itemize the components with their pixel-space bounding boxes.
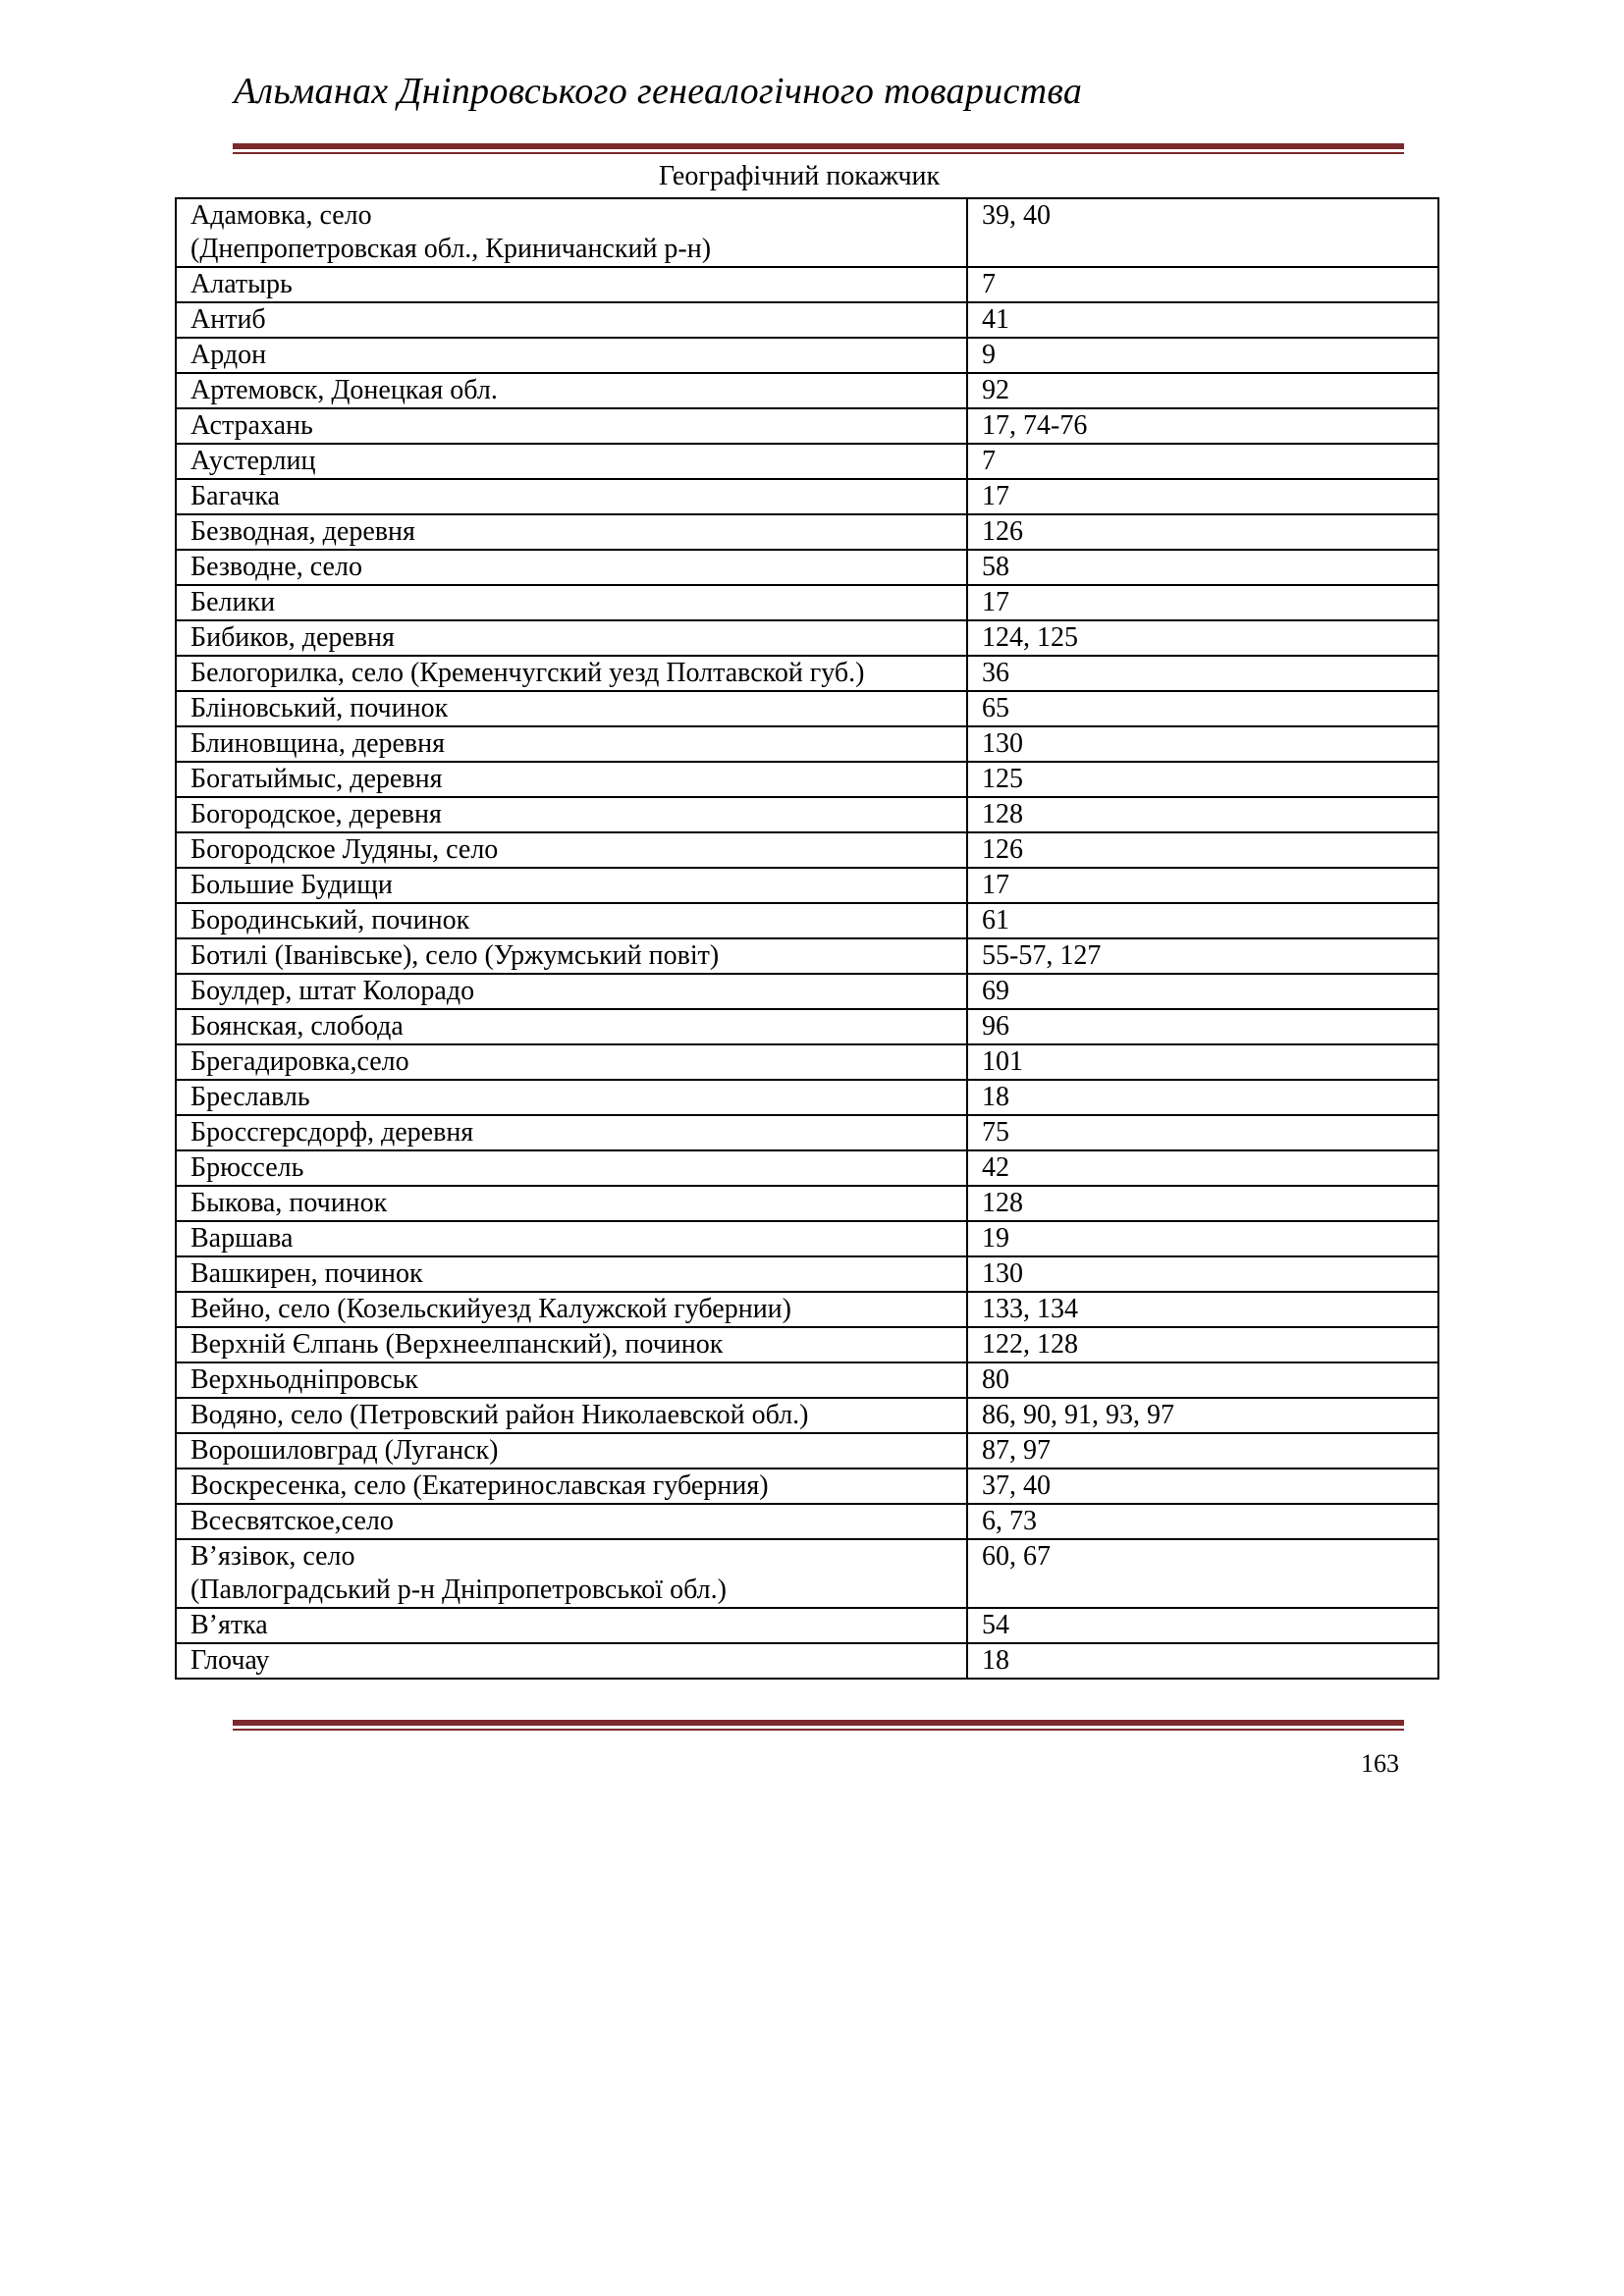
- header-divider-thin: [233, 152, 1404, 154]
- page-refs: 122, 128: [982, 1329, 1078, 1360]
- place-name-line: Верхньодніпровськ: [190, 1364, 418, 1395]
- page-refs: 65: [982, 693, 1009, 723]
- page-refs: 124, 125: [982, 622, 1078, 653]
- place-name-line: Алатырь: [190, 269, 293, 299]
- place-cell: [176, 1468, 967, 1504]
- table-row: [176, 868, 1438, 903]
- page-refs: 17: [982, 587, 1009, 617]
- place-cell: [176, 1186, 967, 1221]
- page-refs: 18: [982, 1645, 1009, 1676]
- page-refs: 9: [982, 340, 996, 370]
- place-name-line: Большие Будищи: [190, 870, 393, 900]
- page-refs: 86, 90, 91, 93, 97: [982, 1400, 1174, 1430]
- place-name-line: Ворошиловград (Луганск): [190, 1435, 499, 1466]
- page-refs: 69: [982, 976, 1009, 1006]
- page-refs: 17: [982, 870, 1009, 900]
- page-refs-cell: [967, 1009, 1438, 1044]
- place-cell: [176, 479, 967, 514]
- table-row: [176, 1221, 1438, 1256]
- page-refs: 19: [982, 1223, 1009, 1254]
- table-row: [176, 1539, 1438, 1608]
- page-refs-cell: [967, 585, 1438, 620]
- table-row: [176, 1608, 1438, 1643]
- page-refs-cell: [967, 1643, 1438, 1679]
- table-row: [176, 1186, 1438, 1221]
- page-refs: 17: [982, 481, 1009, 511]
- place-name-line: Богатыймыс, деревня: [190, 764, 443, 794]
- place-name-line: Безводне, село: [190, 552, 362, 582]
- place-name-line: Боулдер, штат Колорадо: [190, 976, 475, 1006]
- place-name-line: Ардон: [190, 340, 267, 370]
- place-cell: [176, 198, 967, 267]
- place-cell: [176, 1256, 967, 1292]
- place-cell: [176, 1539, 967, 1608]
- place-name-line: Багачка: [190, 481, 280, 511]
- place-name-line: Бліновський, починок: [190, 693, 449, 723]
- page-refs: 36: [982, 658, 1009, 688]
- table-row: [176, 550, 1438, 585]
- place-name-line: Водяно, село (Петровский район Николаевской обл.): [190, 1400, 809, 1430]
- table-row: [176, 1327, 1438, 1362]
- place-name-line: Бибиков, деревня: [190, 622, 395, 653]
- page-refs-cell: [967, 938, 1438, 974]
- page-refs: 7: [982, 269, 996, 299]
- page-refs: 18: [982, 1082, 1009, 1112]
- place-cell: [176, 267, 967, 302]
- place-name-line: В’ятка: [190, 1610, 268, 1640]
- table-row: [176, 1433, 1438, 1468]
- geographic-index-table: [175, 197, 1439, 1680]
- place-name-line: Варшава: [190, 1223, 294, 1254]
- page-refs-cell: [967, 338, 1438, 373]
- place-cell: [176, 1292, 967, 1327]
- page-refs: 130: [982, 1258, 1023, 1289]
- page-number: 163: [1361, 1749, 1399, 1778]
- table-row: [176, 1643, 1438, 1679]
- index-table-body: [176, 198, 1438, 1679]
- place-cell: [176, 550, 967, 585]
- page-refs-cell: [967, 1468, 1438, 1504]
- table-row: [176, 832, 1438, 868]
- place-cell: [176, 691, 967, 726]
- table-row: [176, 338, 1438, 373]
- page-refs-cell: [967, 832, 1438, 868]
- page-refs-cell: [967, 1327, 1438, 1362]
- page-refs: 133, 134: [982, 1294, 1078, 1324]
- table-row: [176, 974, 1438, 1009]
- table-row: [176, 267, 1438, 302]
- table-row: [176, 797, 1438, 832]
- place-name-line: Броссгерсдорф, деревня: [190, 1117, 474, 1148]
- page-refs: 87, 97: [982, 1435, 1051, 1466]
- page-refs-cell: [967, 1362, 1438, 1398]
- place-cell: [176, 408, 967, 444]
- place-cell: [176, 1044, 967, 1080]
- place-name-line: Бреславль: [190, 1082, 310, 1112]
- page-refs: 128: [982, 799, 1023, 829]
- place-cell: [176, 1009, 967, 1044]
- place-name-line: Всесвятское,село: [190, 1506, 394, 1536]
- place-cell: [176, 1504, 967, 1539]
- place-cell: [176, 903, 967, 938]
- page-refs-cell: [967, 1186, 1438, 1221]
- place-name-line: Антиб: [190, 304, 266, 335]
- place-name-line: Белики: [190, 587, 276, 617]
- place-name-line: В’язівок, село: [190, 1541, 355, 1572]
- place-cell: [176, 1362, 967, 1398]
- place-name-line: (Днепропетровская обл., Криничанский р-н): [190, 234, 712, 264]
- header-divider-thick: [233, 143, 1404, 149]
- page-refs-cell: [967, 1539, 1438, 1608]
- place-cell: [176, 868, 967, 903]
- place-name-line: Богородское, деревня: [190, 799, 442, 829]
- table-row: [176, 1080, 1438, 1115]
- page-refs-cell: [967, 1150, 1438, 1186]
- page-refs-cell: [967, 1504, 1438, 1539]
- place-name-line: Безводная, деревня: [190, 516, 415, 547]
- page-refs-cell: [967, 974, 1438, 1009]
- page-refs-cell: [967, 408, 1438, 444]
- page-refs-cell: [967, 1256, 1438, 1292]
- place-name-line: Брюссель: [190, 1152, 304, 1183]
- place-cell: [176, 1433, 967, 1468]
- place-cell: [176, 1327, 967, 1362]
- place-cell: [176, 832, 967, 868]
- place-cell: [176, 974, 967, 1009]
- table-row: [176, 1256, 1438, 1292]
- table-row: [176, 656, 1438, 691]
- page-refs-cell: [967, 1221, 1438, 1256]
- place-name-line: Бородинський, починок: [190, 905, 470, 935]
- page-refs: 80: [982, 1364, 1009, 1395]
- place-cell: [176, 1221, 967, 1256]
- place-cell: [176, 1643, 967, 1679]
- place-cell: [176, 656, 967, 691]
- place-cell: [176, 1398, 967, 1433]
- place-cell: [176, 1150, 967, 1186]
- page-refs: 42: [982, 1152, 1009, 1183]
- place-name-line: Верхній Єлпань (Верхнеелпанский), починок: [190, 1329, 724, 1360]
- place-name-line: (Павлоградський р-н Дніпропетровської обл.): [190, 1575, 727, 1605]
- place-name-line: Богородское Лудяны, село: [190, 834, 499, 865]
- footer-divider-thick: [233, 1720, 1404, 1726]
- place-cell: [176, 620, 967, 656]
- page-refs-cell: [967, 198, 1438, 267]
- page-refs: 130: [982, 728, 1023, 759]
- page-refs: 37, 40: [982, 1470, 1051, 1501]
- page-refs: 75: [982, 1117, 1009, 1148]
- place-cell: [176, 444, 967, 479]
- place-name-line: Брегадировка,село: [190, 1046, 409, 1077]
- table-row: [176, 726, 1438, 762]
- page-refs: 126: [982, 516, 1023, 547]
- page-refs: 58: [982, 552, 1009, 582]
- table-row: [176, 1115, 1438, 1150]
- table-row: [176, 198, 1438, 267]
- table-row: [176, 1504, 1438, 1539]
- table-row: [176, 373, 1438, 408]
- place-name-line: Глочау: [190, 1645, 270, 1676]
- place-cell: [176, 1608, 967, 1643]
- page-refs: 17, 74-76: [982, 410, 1088, 441]
- page-refs: 92: [982, 375, 1009, 405]
- place-name-line: Быкова, починок: [190, 1188, 388, 1218]
- page-refs: 41: [982, 304, 1009, 335]
- page-refs: 54: [982, 1610, 1009, 1640]
- place-name-line: Вашкирен, починок: [190, 1258, 423, 1289]
- place-cell: [176, 797, 967, 832]
- page-refs-cell: [967, 656, 1438, 691]
- table-row: [176, 479, 1438, 514]
- table-row: [176, 1044, 1438, 1080]
- page-refs-cell: [967, 1080, 1438, 1115]
- page-refs-cell: [967, 267, 1438, 302]
- page-refs: 61: [982, 905, 1009, 935]
- table-row: [176, 691, 1438, 726]
- place-name-line: Артемовск, Донецкая обл.: [190, 375, 498, 405]
- page-refs-cell: [967, 302, 1438, 338]
- page-refs-cell: [967, 1398, 1438, 1433]
- place-name-line: Боянская, слобода: [190, 1011, 404, 1041]
- page-refs-cell: [967, 1292, 1438, 1327]
- table-row: [176, 938, 1438, 974]
- table-row: [176, 620, 1438, 656]
- page-refs: 96: [982, 1011, 1009, 1041]
- place-cell: [176, 1080, 967, 1115]
- page-refs-cell: [967, 726, 1438, 762]
- page-refs-cell: [967, 903, 1438, 938]
- page-refs-cell: [967, 479, 1438, 514]
- page-refs-cell: [967, 1608, 1438, 1643]
- page-refs-cell: [967, 620, 1438, 656]
- page-refs-cell: [967, 444, 1438, 479]
- footer-divider-thin: [233, 1729, 1404, 1731]
- page-refs-cell: [967, 373, 1438, 408]
- table-row: [176, 1468, 1438, 1504]
- page-refs-cell: [967, 514, 1438, 550]
- table-row: [176, 514, 1438, 550]
- place-name-line: Ботилі (Іванівське), село (Уржумський повіт): [190, 940, 720, 971]
- place-cell: [176, 338, 967, 373]
- table-row: [176, 444, 1438, 479]
- table-row: [176, 1292, 1438, 1327]
- table-caption: Географічний покажчик: [658, 161, 941, 191]
- page-refs: 39, 40: [982, 200, 1051, 231]
- place-name-line: Воскресенка, село (Екатеринославская губерния): [190, 1470, 769, 1501]
- place-cell: [176, 938, 967, 974]
- page-refs: 126: [982, 834, 1023, 865]
- table-row: [176, 1009, 1438, 1044]
- page-refs: 6, 73: [982, 1506, 1037, 1536]
- table-row: [176, 903, 1438, 938]
- place-cell: [176, 762, 967, 797]
- place-cell: [176, 514, 967, 550]
- page-refs-cell: [967, 868, 1438, 903]
- page-refs-cell: [967, 797, 1438, 832]
- page-refs-cell: [967, 1044, 1438, 1080]
- place-name-line: Вейно, село (Козельскийуезд Калужской губернии): [190, 1294, 791, 1324]
- table-row: [176, 1398, 1438, 1433]
- page-refs: 7: [982, 446, 996, 476]
- page-refs-cell: [967, 691, 1438, 726]
- place-name-line: Адамовка, село: [190, 200, 372, 231]
- place-cell: [176, 302, 967, 338]
- place-cell: [176, 1115, 967, 1150]
- page-refs: 101: [982, 1046, 1023, 1077]
- table-row: [176, 1362, 1438, 1398]
- place-name-line: Блиновщина, деревня: [190, 728, 446, 759]
- table-row: [176, 302, 1438, 338]
- page-refs: 55-57, 127: [982, 940, 1102, 971]
- place-cell: [176, 373, 967, 408]
- table-row: [176, 762, 1438, 797]
- page-refs-cell: [967, 762, 1438, 797]
- page-refs: 128: [982, 1188, 1023, 1218]
- place-name-line: Аустерлиц: [190, 446, 316, 476]
- page-refs: 125: [982, 764, 1023, 794]
- table-row: [176, 585, 1438, 620]
- place-cell: [176, 726, 967, 762]
- place-cell: [176, 585, 967, 620]
- almanac-title: Альманах Дніпровського генеалогічного товариства: [234, 71, 1083, 112]
- page-refs-cell: [967, 1433, 1438, 1468]
- page-refs-cell: [967, 550, 1438, 585]
- table-row: [176, 1150, 1438, 1186]
- page-refs-cell: [967, 1115, 1438, 1150]
- table-row: [176, 408, 1438, 444]
- page-refs: 60, 67: [982, 1541, 1051, 1572]
- place-name-line: Астрахань: [190, 410, 313, 441]
- place-name-line: Белогорилка, село (Кременчугский уезд Полтавской губ.): [190, 658, 865, 688]
